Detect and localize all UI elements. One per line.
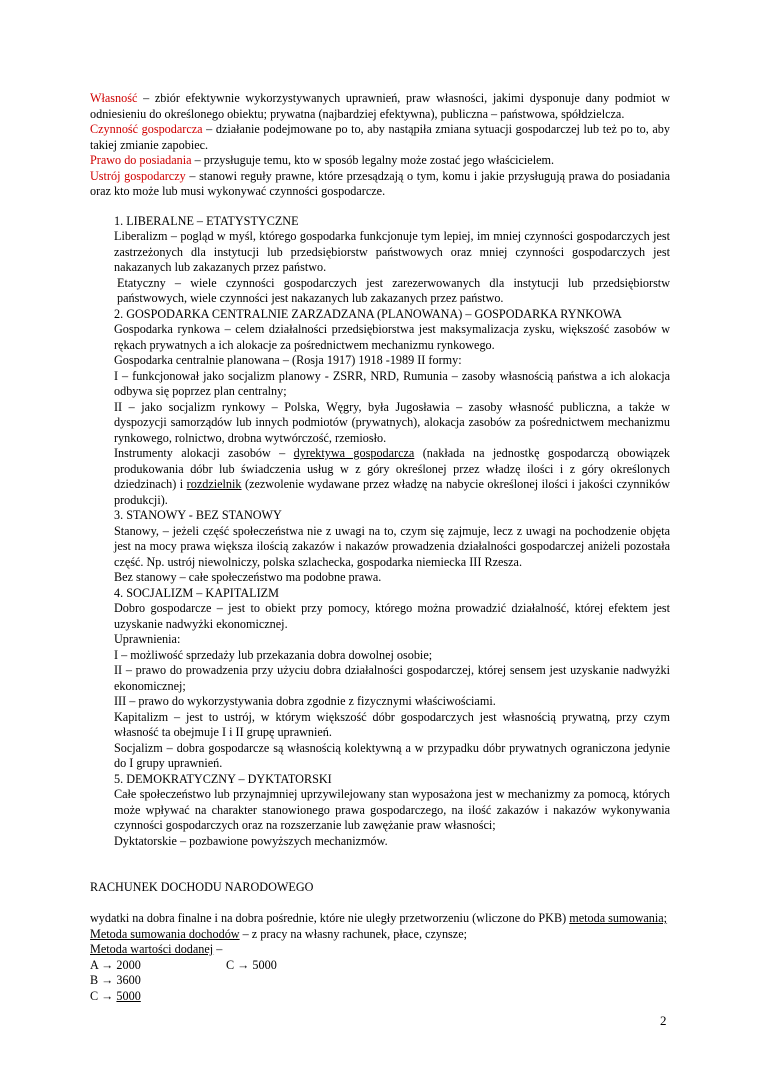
paragraph: Kapitalizm – jest to ustrój, w którym większość dóbr gospodarczych jest własnością prywatną, przy czym własność ta obejmuje I i II grupę uprawnień. bbox=[114, 709, 670, 739]
rachunek-title: RACHUNEK DOCHODU NARODOWEGO bbox=[90, 880, 314, 894]
paragraph: Dyktatorskie – pozbawione powyższych mechanizmów. bbox=[114, 833, 388, 848]
paragraph: Instrumenty alokacji zasobów – dyrektywa gospodarcza (nakłada na jednostkę gospodarczą obowiązek produkowania dóbr lub świadczenia usług w z góry określonej przez władzę ilości i z góry określonych dziedzinach) i rozdzielnik (zezwolenie wydawane przez władzę na nabycie określonej ilości i jakości czynników produkcji). bbox=[114, 446, 670, 507]
paragraph: Stanowy, – jeżeli część społeczeństwa nie z uwagi na to, czym się zajmuje, lecz z uwagi na pochodzenie objęta jest na mocy prawa większa ilością zakazów i nakazów prowadzenia działalności gospodarczej aniżeli pozostała część. Np. ustrój niewolniczy, polska szlachecka, gospodarka niemiecka III Rzesza. bbox=[114, 523, 670, 569]
list-item: A → 2000 C → 5000 bbox=[90, 957, 277, 972]
definition-prawo: Prawo do posiadania – przysługuje temu, kto w sposób legalny może zostać jego właścicielem. bbox=[90, 153, 555, 167]
list-item: B → 3600 bbox=[90, 973, 141, 987]
paragraph: I – możliwość sprzedaży lub przekazania dobra dowolnej osobie; bbox=[114, 647, 433, 662]
paragraph: Etatyczny – wiele czynności gospodarczych jest zarezerwowanych dla instytucji lub przedsiębiorstw państwowych, wiele czynności jest nakazanych lub zakazanych przez państwo. bbox=[117, 275, 670, 305]
paragraph: wydatki na dobra finalne i na dobra pośrednie, które nie uległy przetworzeniu (wliczone do PKB) metoda sumowania; bbox=[90, 911, 668, 925]
definition-wlasnosc: Własność – zbiór efektywnie wykorzystywanych uprawnień, praw własności, jakimi dysponuje dany podmiot w odniesieniu do określonego obiektu; prywatna (najbardziej efektywna), publiczna – państwowa, spółdzielcza. bbox=[90, 91, 670, 121]
paragraph: Bez stanowy – całe społeczeństwo ma podobne prawa. bbox=[114, 570, 382, 584]
term-rozdzielnik: rozdzielnik bbox=[186, 477, 242, 491]
paragraph: Socjalizm – dobra gospodarcze są własnością kolektywną a w przypadku dóbr prywatnych ograniczona jedynie do I grupy uprawnień. bbox=[114, 740, 670, 770]
term-metoda-wartosci-dodanej: Metoda wartości dodanej bbox=[90, 942, 214, 956]
term: Prawo do posiadania bbox=[90, 153, 192, 167]
section-heading-5: 5. DEMOKRATYCZNY – DYKTATORSKI bbox=[114, 771, 332, 786]
term-dyrektywa: dyrektywa gospodarcza bbox=[293, 446, 415, 460]
definition-czynnosc: Czynność gospodarcza – działanie podejmowane po to, aby nastąpiła zmiana sytuacji gospodarczej lub też po to, aby takiej zmianie zapobiec. bbox=[90, 122, 670, 152]
paragraph: Liberalizm – pogląd w myśl, którego gospodarka funkcjonuje tym lepiej, im mniej czynności gospodarczych jest zastrzeżonych dla instytucji lub przedsiębiorstw państwowych oraz mniej czynności gospodarczych jest nakazanych lub zakazanych przez państwo. bbox=[114, 229, 670, 274]
page-number: 2 bbox=[660, 1013, 667, 1028]
paragraph: Całe społeczeństwo lub przynajmniej uprzywilejowany stan wyposażona jest w mechanizmy za pomocą, których może wpływać na charakter stanowionego prawa gospodarczego, na ilość zakazów i nakazów wykonywania czynności gospodarczych oraz na rozszerzanie lub zawężanie praw własności; bbox=[114, 787, 670, 832]
paragraph: Gospodarka rynkowa – celem działalności przedsiębiorstwa jest maksymalizacja zysku, większość zasobów w rękach prywatnych a ich alokacje za pośrednictwem mechanizmu rynkowego. bbox=[114, 322, 670, 352]
paragraph: II – jako socjalizm rynkowy – Polska, Węgry, była Jugosławia – zasoby własność publiczna, a także w dyspozycji samorządów lub innych podmiotów (prywatnych), alokacja zasobów za pośrednictwem mechanizmu rynkowego, rolnictwo, drobna wytwórczość, rzemiosło. bbox=[114, 399, 670, 445]
term: Ustrój gospodarczy bbox=[90, 168, 186, 183]
term-metoda-sumowania-dochodow: Metoda sumowania dochodów bbox=[90, 926, 240, 941]
paragraph: I – funkcjonował jako socjalizm planowy - ZSRR, NRD, Rumunia – zasoby własnością państwa a ich alokacja odbywa się poprzez plan centralny; bbox=[114, 368, 670, 398]
list-item: C → 5000 bbox=[90, 988, 141, 1003]
section-heading-2: 2. GOSPODARKA CENTRALNIE ZARZADZANA (PLANOWANA) – GOSPODARKA RYNKOWA bbox=[114, 306, 622, 321]
paragraph: II – prawo do prowadzenia przy użyciu dobra działalności gospodarczej, której sensem jest uzyskanie nadwyżki ekonomicznej; bbox=[114, 663, 670, 693]
term: Czynność gospodarcza bbox=[90, 122, 203, 136]
paragraph: III – prawo do wykorzystywania dobra zgodnie z fizycznymi właściwościami. bbox=[114, 694, 496, 708]
paragraph: Metoda sumowania dochodów – z pracy na własny rachunek, płace, czynsze; bbox=[90, 926, 468, 941]
term-metoda-sumowania: metoda sumowania; bbox=[569, 911, 668, 925]
paragraph: Uprawnienia: bbox=[114, 632, 181, 646]
section-heading-3: 3. STANOWY - BEZ STANOWY bbox=[114, 508, 282, 522]
term: Własność bbox=[90, 91, 138, 105]
definition-ustroj: Ustrój gospodarczy – stanowi reguły prawne, które przesądzają o tym, komu i jakie przysługują prawa do posiadania oraz kto może lub musi wykonywać czynności gospodarcze. bbox=[90, 168, 670, 198]
document-page bbox=[90, 91, 670, 1004]
section-heading-4: 4. SOCJALIZM – KAPITALIZM bbox=[114, 585, 279, 600]
section-heading-1: 1. LIBERALNE – ETATYSTYCZNE bbox=[114, 213, 299, 228]
paragraph: Dobro gospodarcze – jest to obiekt przy pomocy, którego można prowadzić działalność, której efektem jest uzyskanie nadwyżki ekonomicznej. bbox=[114, 601, 670, 631]
paragraph: Gospodarka centralnie planowana – (Rosja 1917) 1918 -1989 II formy: bbox=[114, 353, 462, 367]
paragraph: Metoda wartości dodanej – bbox=[90, 942, 223, 956]
